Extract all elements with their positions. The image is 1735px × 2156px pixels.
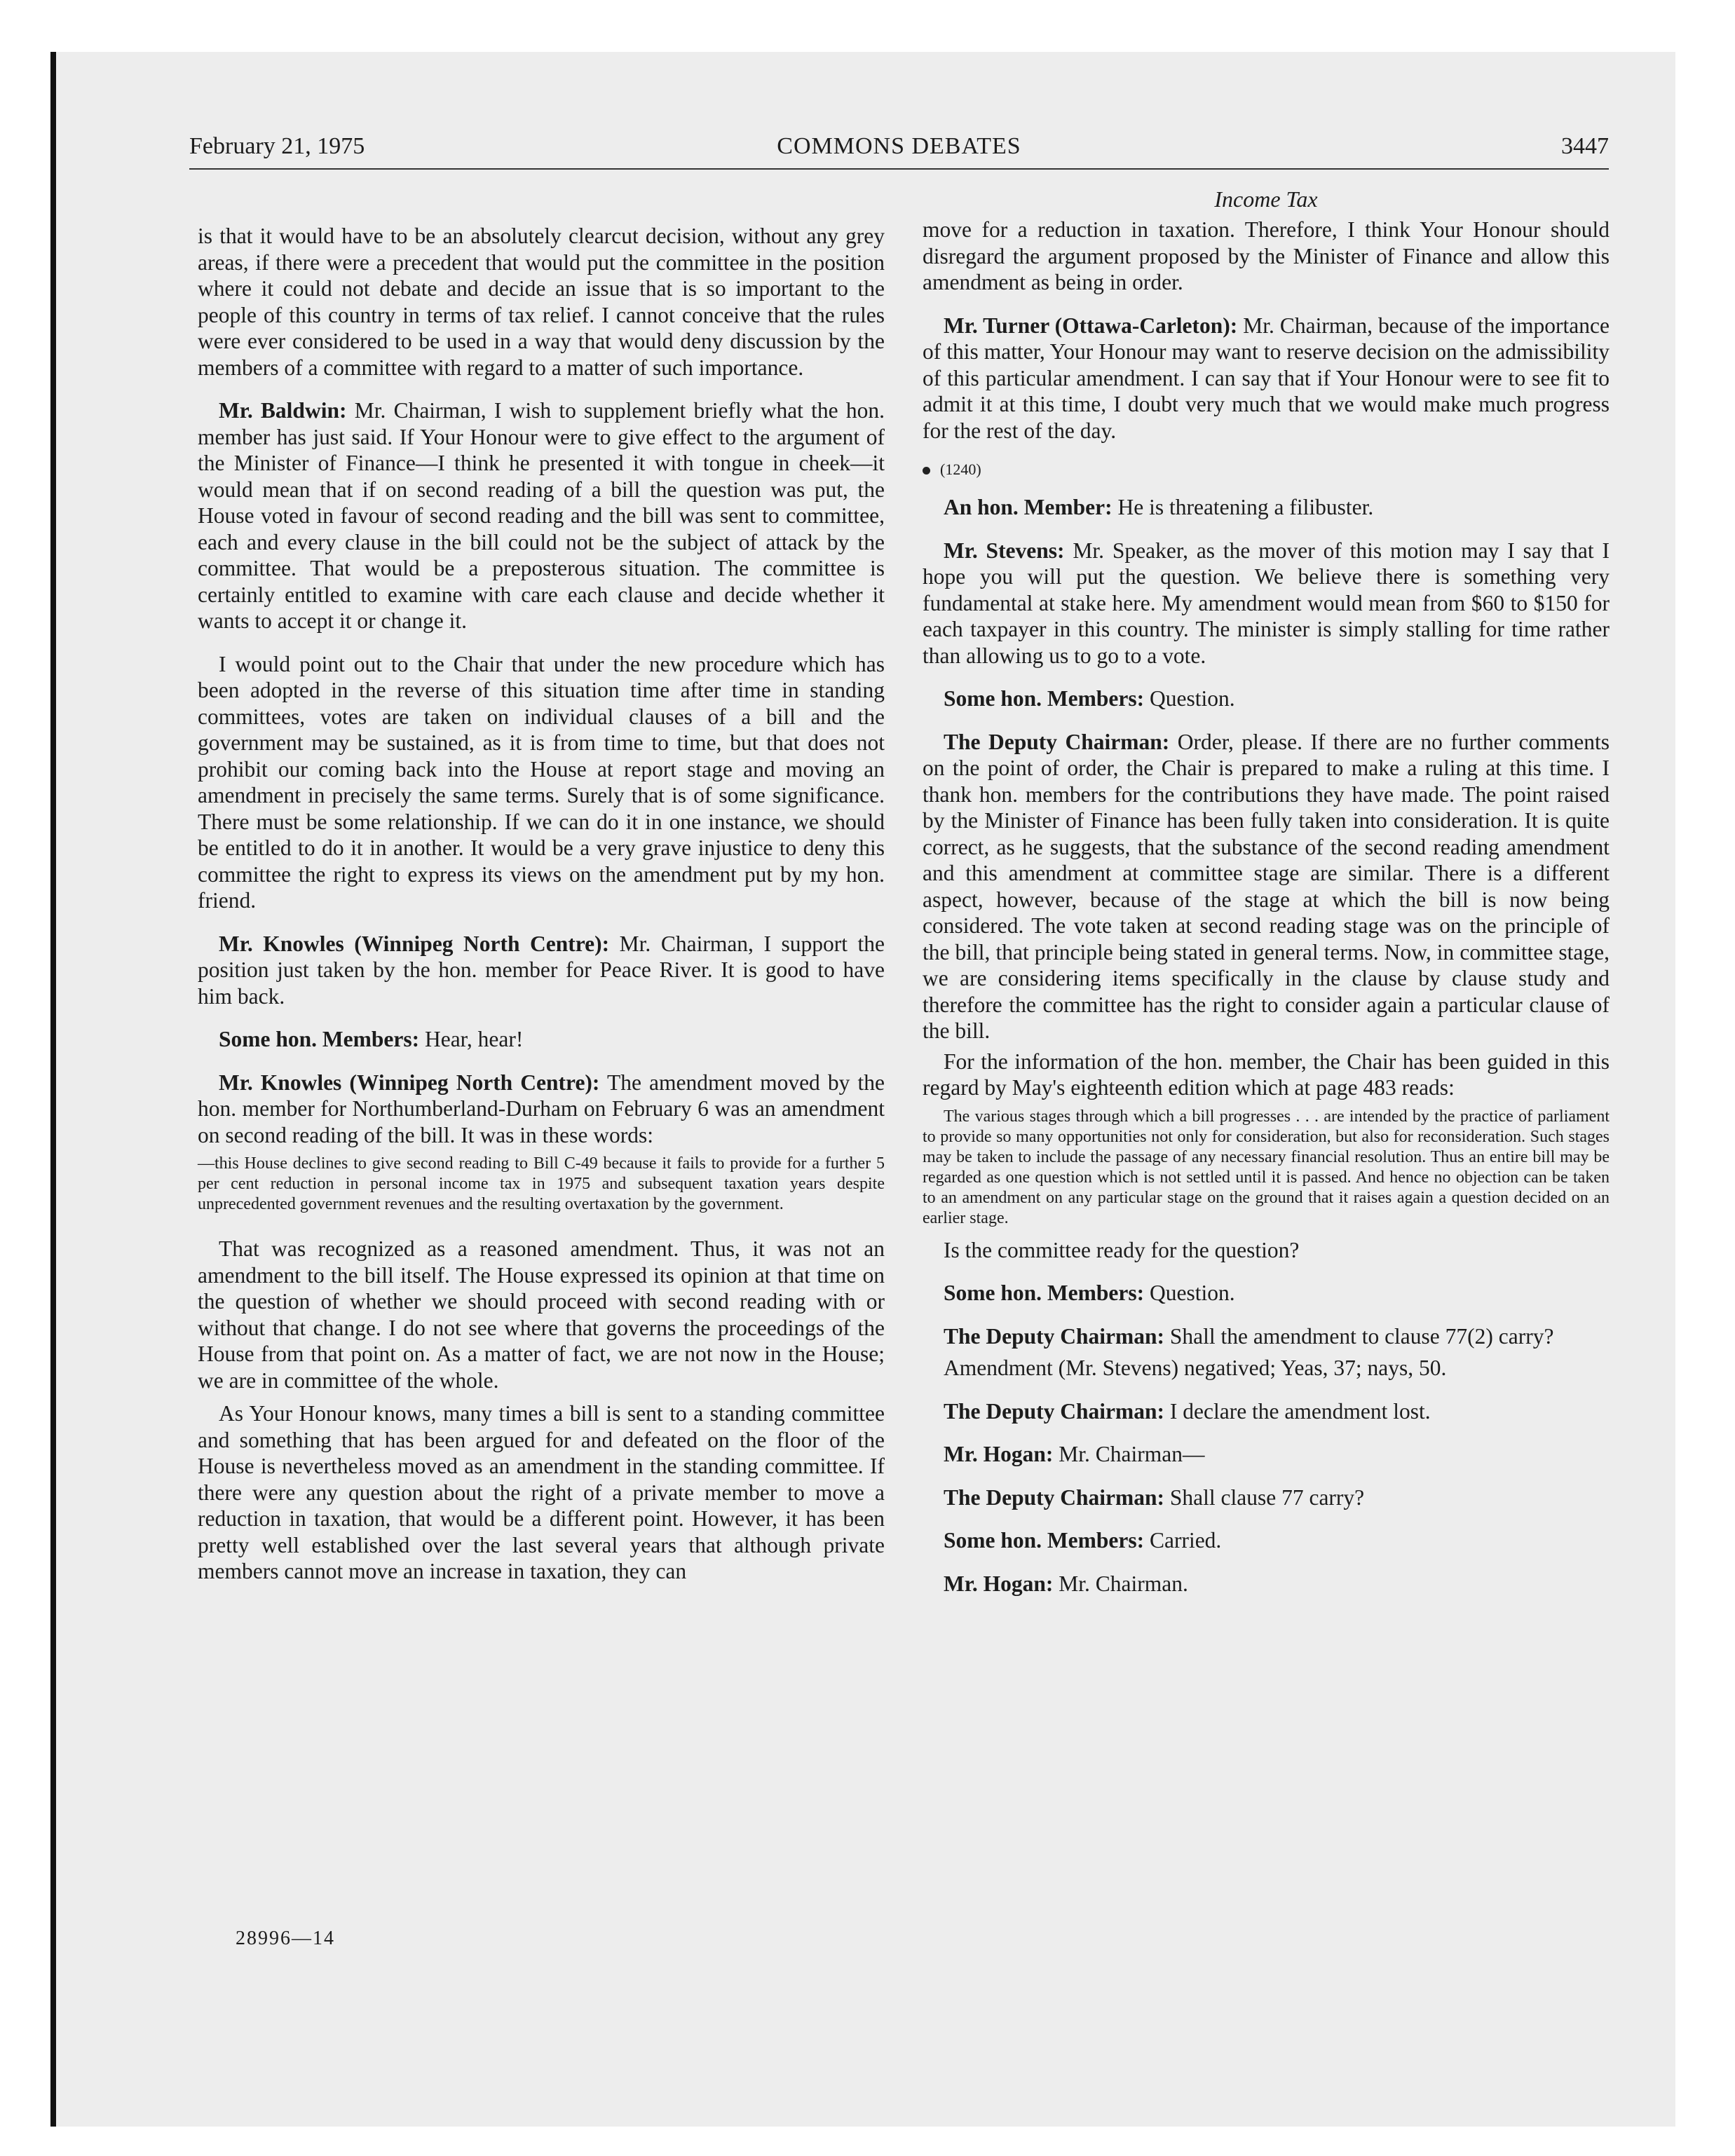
paragraph <box>923 1441 1610 1468</box>
speaker-name: Mr. Hogan: <box>944 1442 1054 1466</box>
paragraph: As Your Honour knows, many times a bill is sent to a standing committee and something that has been argued for and defeated on the floor of the House is nevertheless moved as an amendment in the standing committee. If there were any question about the right of a private member to move a reduction in taxation, that would be a different point. However, it has been pretty well established over the last several years that although private members cannot move an increase in taxation, they can <box>198 1401 885 1583</box>
paragraph: Is the committee ready for the question? <box>944 1237 1300 1262</box>
left-column <box>198 223 885 1602</box>
speaker-name: The Deputy Chairman: <box>944 1485 1165 1510</box>
speaker-name: The Deputy Chairman: <box>944 729 1170 754</box>
speech-text: Mr. Chairman, I wish to supplement briefly what the hon. member has just said. If Your Honour were to give effect to the argument of the Minister of Finance—I think he presented it with tongue in cheek—it would mean that if on second reading of a bill the question was put, the House voted in favour of second reading and the bill was sent to committee, each and every clause in the bill could not be the subject of attack by the committee. That would be a preposterous situation. The committee is certainly entitled to examine with care each clause and decide whether it wants to accept it or change it. <box>198 398 885 633</box>
time-marker-text: (1240) <box>940 460 981 478</box>
speech-text: Hear, hear! <box>424 1027 524 1051</box>
speech-text: Question. <box>1149 1281 1235 1305</box>
paragraph <box>923 685 1610 712</box>
speech-text: Mr. Speaker, as the mover of this motion may I say that I hope you will put the question. We believe there is something very fundamental at stake here. My amendment would mean from $60 to $150 for each taxpayer in this country. The minister is simply stalling for time rather than allowing us to go to a vote. <box>923 538 1610 668</box>
block-quote: —this House declines to give second reading to Bill C-49 because it fails to provide for a further 5 per cent reduction in personal income tax in 1975 and subsequent taxation years despite unprecedented government revenues and the resulting overtaxation by the government. <box>198 1154 885 1213</box>
speaker-name: Some hon. Members: <box>944 686 1145 711</box>
speech-text: Question. <box>1149 686 1235 711</box>
paragraph: For the information of the hon. member, the Chair has been guided in this regard by May's eighteenth edition which at page 483 reads: <box>923 1049 1610 1100</box>
paragraph: move for a reduction in taxation. Therefore, I think Your Honour should disregard the argument proposed by the Minister of Finance and allow this amendment as being in order. <box>923 217 1610 294</box>
paragraph <box>923 1485 1610 1511</box>
speech-text: I declare the amendment lost. <box>1169 1398 1431 1424</box>
speaker-name: An hon. Member: <box>944 495 1113 519</box>
speaker-name: The Deputy Chairman: <box>944 1323 1165 1349</box>
section-title: Income Tax <box>1214 186 1318 212</box>
paragraph <box>923 313 1610 444</box>
speaker-name: The Deputy Chairman: <box>944 1398 1165 1424</box>
paragraph: Amendment (Mr. Stevens) negatived; Yeas, 37; nays, 50. <box>944 1356 1447 1380</box>
paragraph <box>923 1323 1610 1350</box>
speech-text: Carried. <box>1149 1528 1222 1553</box>
speech-text: The amendment moved by the hon. member for Northumberland-Durham on February 6 was an amendment on second reading of the bill. It was in these words: <box>198 1070 885 1147</box>
speech-text: Order, please. If there are no further comments on the point of order, the Chair is prepared to make a ruling at this time. I thank hon. members for the contributions they have made. The point raised by the Minister of Finance has been fully taken into consideration. It is quite correct, as he suggests, that the substance of the second reading amendment and this amendment at committee stage are similar. There is a different aspect, however, because of the stage at which the bill is now being considered. The vote taken at second reading stage was on the principle of the bill, that principle being stated in general terms. Now, in committee stage, we are considering items specifically in the clause by clause study and therefore the committee has the right to consider again a particular clause of the bill. <box>923 729 1610 1043</box>
bullet-icon <box>923 467 930 475</box>
scan-border <box>0 0 55 2156</box>
block-quote: The various stages through which a bill progresses . . . are intended by the practice of parliament to provide so many opportunities not only for consideration, but also for reconsideration. Such stages may be taken to include the passage of any necessary financial resolution. Thus an entire bill may be regarded as one question which is not settled until it is passed. And hence no objection can be taken to an amendment on any particular stage on the ground that it raises again a question decided on an earlier stage. <box>923 1107 1610 1227</box>
printer-folio: 28996—14 <box>236 1928 335 1949</box>
speech-text: He is threatening a filibuster. <box>1117 495 1374 519</box>
speaker-name: Mr. Knowles (Winnipeg North Centre): <box>219 1070 600 1095</box>
paragraph: That was recognized as a reasoned amendment. Thus, it was not an amendment to the bill itself. The House expressed its opinion at that time on the question of whether we should proceed with second reading with or without that change. I do not see where that governs the proceedings of the House from that point on. As a matter of fact, we are not now in the House; we are in committee of the whole. <box>198 1236 885 1393</box>
speaker-name: Some hon. Members: <box>219 1027 420 1051</box>
right-column <box>923 186 1610 1613</box>
time-marker <box>923 460 1610 479</box>
speech-text: Shall the amendment to clause 77(2) carry? <box>1169 1323 1554 1349</box>
paragraph <box>198 1070 885 1149</box>
running-header <box>189 133 1609 170</box>
paragraph <box>923 729 1610 1044</box>
paragraph: is that it would have to be an absolutely clearcut decision, without any grey areas, if there were a precedent that would put the committee in the position where it could not debate and decide an issue that is so important to the people of this country in terms of tax relief. I cannot conceive that the rules were ever considered to be used in a way that would deny discussion by the members of a committee with regard to a matter of such importance. <box>198 224 885 380</box>
speech-text: Mr. Chairman. <box>1059 1571 1188 1596</box>
speaker-name: Mr. Turner (Ottawa-Carleton): <box>944 313 1238 338</box>
paragraph <box>923 1571 1610 1597</box>
paragraph <box>923 1280 1610 1306</box>
speech-text: Shall clause 77 carry? <box>1169 1485 1365 1510</box>
speaker-name: Some hon. Members: <box>944 1281 1145 1305</box>
paragraph <box>923 1527 1610 1554</box>
paragraph <box>198 1026 885 1053</box>
paragraph <box>923 494 1610 521</box>
header-date: February 21, 1975 <box>189 133 365 159</box>
paragraph: I would point out to the Chair that under the new procedure which has been adopted in the reverse of this situation time after time in standing committees, votes are taken on individual clauses of a bill and the government may be sustained, as it is from time to time, but that does not prohibit our coming back into the House at report stage and moving an amendment in precisely the same terms. Surely that is of some significance. There must be some relationship. If we can do it in one instance, we should be entitled to do it in another. It would be a very grave injustice to deny this committee the right to express its views on the amendment put by my hon. friend. <box>198 651 885 913</box>
speaker-name: Mr. Knowles (Winnipeg North Centre): <box>219 931 610 956</box>
speaker-name: Mr. Baldwin: <box>219 398 347 423</box>
speech-text: Mr. Chairman— <box>1059 1442 1205 1466</box>
paragraph <box>198 397 885 634</box>
header-page-number: 3447 <box>1561 133 1609 159</box>
paragraph <box>923 538 1610 669</box>
speaker-name: Mr. Stevens: <box>944 538 1065 563</box>
speaker-name: Mr. Hogan: <box>944 1571 1054 1596</box>
paragraph <box>923 1398 1610 1425</box>
header-title: COMMONS DEBATES <box>777 133 1021 159</box>
paragraph <box>198 931 885 1010</box>
speech-text: Mr. Chairman, because of the importance of this matter, Your Honour may want to reserve decision on the admissibility of this particular amendment. I can say that if Your Honour were to see fit to admit it at this time, I doubt very much that we would make much progress for the rest of the day. <box>923 313 1610 443</box>
speech-text: Mr. Chairman, I support the position just taken by the hon. member for Peace River. It is good to have him back. <box>198 931 885 1009</box>
speaker-name: Some hon. Members: <box>944 1528 1145 1553</box>
